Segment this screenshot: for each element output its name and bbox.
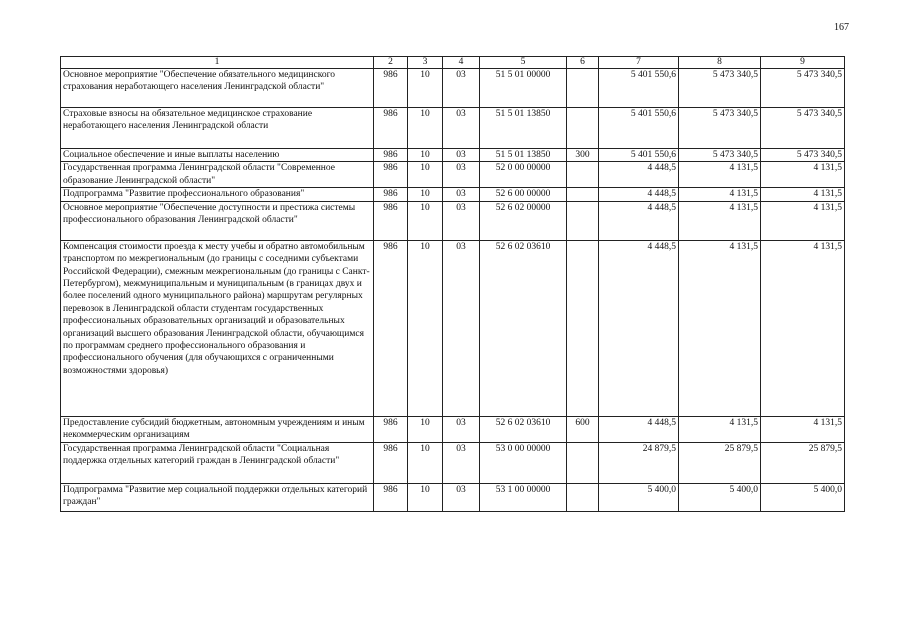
section-code: 10 [408, 483, 443, 511]
target-code: 53 0 00 00000 [480, 442, 567, 483]
value-col7: 24 879,5 [599, 442, 679, 483]
value-col7: 4 448,5 [599, 201, 679, 240]
value-col9: 5 473 340,5 [761, 108, 845, 149]
value-col8: 4 131,5 [679, 201, 761, 240]
section-code: 10 [408, 188, 443, 201]
column-header: 7 [599, 57, 679, 69]
target-code: 52 6 02 03610 [480, 240, 567, 416]
row-name: Предоставление субсидий бюджетным, автономным учреждениям и иным некоммерческим организациям [61, 416, 374, 442]
value-col8: 4 131,5 [679, 188, 761, 201]
expense-type [567, 201, 599, 240]
expense-type [567, 483, 599, 511]
row-name: Компенсация стоимости проезда к месту учебы и обратно автомобильным транспортом по межрегиональным (до границы с соседними субъектами Российской Федерации), смежным межрегиональным (до границы с Санкт-Петербургом), межмуниципальным и муниципальным (в границах двух и более поселений одного муниципального района) маршрутам регулярных перевозок в Ленинградской области студентам государственных профессиональных образовательных организаций и образовательных организаций высшего образования Ленинградской области, обучающимся по программам среднего профессионального образования и профессионального обучения (для обучающихся с ограниченными возможностями здоровья) [61, 240, 374, 416]
subsection-code: 03 [443, 69, 480, 108]
ministry-code: 986 [374, 69, 408, 108]
subsection-code: 03 [443, 149, 480, 162]
ministry-code: 986 [374, 240, 408, 416]
table-row [61, 201, 845, 240]
expense-type [567, 240, 599, 416]
section-code: 10 [408, 442, 443, 483]
subsection-code: 03 [443, 442, 480, 483]
value-col7: 4 448,5 [599, 240, 679, 416]
column-header: 5 [480, 57, 567, 69]
table-header-row [61, 57, 845, 69]
column-header: 9 [761, 57, 845, 69]
column-header: 1 [61, 57, 374, 69]
column-header: 8 [679, 57, 761, 69]
value-col9: 4 131,5 [761, 188, 845, 201]
value-col9: 4 131,5 [761, 416, 845, 442]
target-code: 51 5 01 00000 [480, 69, 567, 108]
column-header: 2 [374, 57, 408, 69]
value-col9: 5 473 340,5 [761, 149, 845, 162]
section-code: 10 [408, 149, 443, 162]
row-name: Подпрограмма "Развитие профессионального образования" [61, 188, 374, 201]
target-code: 52 0 00 00000 [480, 162, 567, 188]
target-code: 51 5 01 13850 [480, 108, 567, 149]
value-col9: 25 879,5 [761, 442, 845, 483]
ministry-code: 986 [374, 108, 408, 149]
row-name: Государственная программа Ленинградской области "Социальная поддержка отдельных категорий граждан в Ленинградской области" [61, 442, 374, 483]
table-row [61, 69, 845, 108]
row-name: Государственная программа Ленинградской области "Современное образование Ленинградской области" [61, 162, 374, 188]
value-col8: 4 131,5 [679, 416, 761, 442]
column-header: 6 [567, 57, 599, 69]
value-col7: 5 401 550,6 [599, 69, 679, 108]
value-col8: 25 879,5 [679, 442, 761, 483]
value-col7: 4 448,5 [599, 416, 679, 442]
value-col7: 4 448,5 [599, 188, 679, 201]
value-col9: 4 131,5 [761, 201, 845, 240]
row-name: Основное мероприятие "Обеспечение обязательного медицинского страхования неработающего населения Ленинградской области" [61, 69, 374, 108]
expense-type [567, 162, 599, 188]
ministry-code: 986 [374, 149, 408, 162]
target-code: 53 1 00 00000 [480, 483, 567, 511]
table-row [61, 108, 845, 149]
subsection-code: 03 [443, 483, 480, 511]
table-row [61, 483, 845, 511]
table-row [61, 240, 845, 416]
value-col8: 4 131,5 [679, 240, 761, 416]
subsection-code: 03 [443, 108, 480, 149]
value-col8: 5 473 340,5 [679, 149, 761, 162]
table-row [61, 149, 845, 162]
value-col9: 5 473 340,5 [761, 69, 845, 108]
ministry-code: 986 [374, 188, 408, 201]
subsection-code: 03 [443, 201, 480, 240]
expense-type [567, 108, 599, 149]
expense-type [567, 188, 599, 201]
expense-type: 300 [567, 149, 599, 162]
target-code: 51 5 01 13850 [480, 149, 567, 162]
expense-type [567, 442, 599, 483]
table-row [61, 162, 845, 188]
value-col8: 5 473 340,5 [679, 69, 761, 108]
column-header: 3 [408, 57, 443, 69]
target-code: 52 6 02 00000 [480, 201, 567, 240]
value-col7: 5 401 550,6 [599, 149, 679, 162]
section-code: 10 [408, 240, 443, 416]
section-code: 10 [408, 162, 443, 188]
ministry-code: 986 [374, 442, 408, 483]
value-col9: 4 131,5 [761, 240, 845, 416]
table-row [61, 442, 845, 483]
value-col9: 4 131,5 [761, 162, 845, 188]
value-col8: 5 473 340,5 [679, 108, 761, 149]
subsection-code: 03 [443, 240, 480, 416]
expense-type [567, 69, 599, 108]
section-code: 10 [408, 69, 443, 108]
row-name: Страховые взносы на обязательное медицинское страхование неработающего населения Ленинградской области [61, 108, 374, 149]
row-name: Социальное обеспечение и иные выплаты населению [61, 149, 374, 162]
target-code: 52 6 00 00000 [480, 188, 567, 201]
page-number: 167 [834, 22, 849, 33]
ministry-code: 986 [374, 201, 408, 240]
value-col9: 5 400,0 [761, 483, 845, 511]
section-code: 10 [408, 201, 443, 240]
column-header: 4 [443, 57, 480, 69]
ministry-code: 986 [374, 162, 408, 188]
row-name: Основное мероприятие "Обеспечение доступности и престижа системы профессионального образования Ленинградской области" [61, 201, 374, 240]
section-code: 10 [408, 108, 443, 149]
subsection-code: 03 [443, 188, 480, 201]
table-row [61, 416, 845, 442]
value-col7: 5 400,0 [599, 483, 679, 511]
ministry-code: 986 [374, 416, 408, 442]
row-name: Подпрограмма "Развитие мер социальной поддержки отдельных категорий граждан" [61, 483, 374, 511]
table-row [61, 188, 845, 201]
section-code: 10 [408, 416, 443, 442]
value-col7: 4 448,5 [599, 162, 679, 188]
value-col7: 5 401 550,6 [599, 108, 679, 149]
value-col8: 5 400,0 [679, 483, 761, 511]
budget-table [60, 56, 845, 512]
subsection-code: 03 [443, 416, 480, 442]
target-code: 52 6 02 03610 [480, 416, 567, 442]
ministry-code: 986 [374, 483, 408, 511]
expense-type: 600 [567, 416, 599, 442]
value-col8: 4 131,5 [679, 162, 761, 188]
subsection-code: 03 [443, 162, 480, 188]
